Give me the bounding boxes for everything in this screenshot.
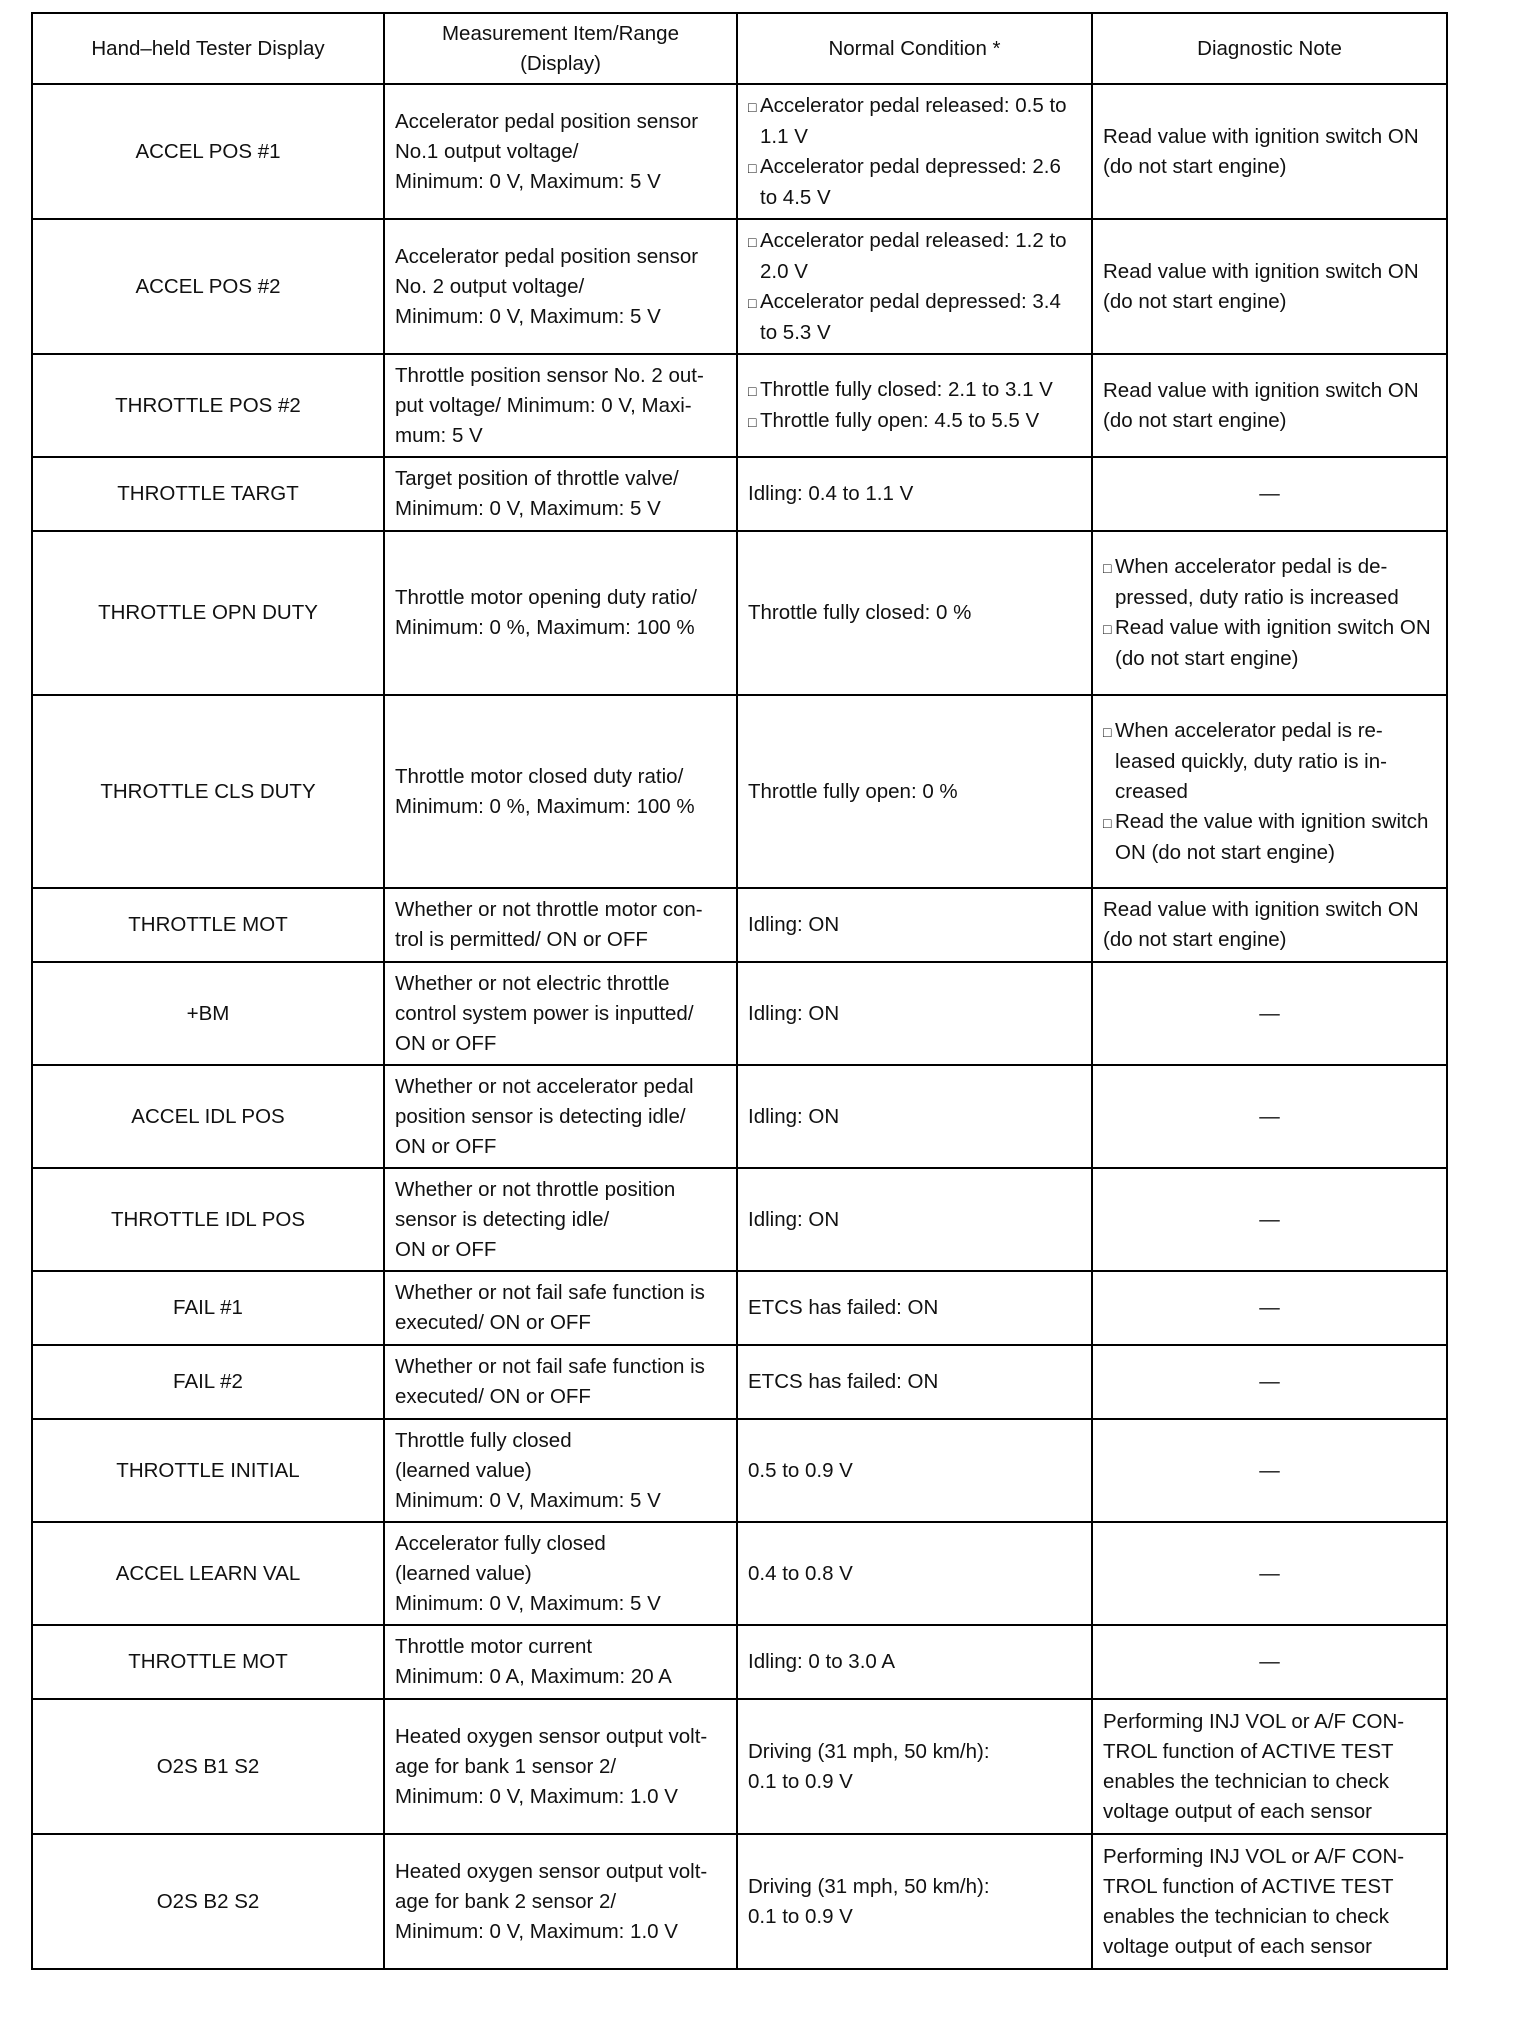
diagnostic-note-cell [1092,531,1447,695]
normal-condition-line: 0.4 to 0.8 V [748,1561,853,1585]
data-list-table [31,12,1448,1970]
header-item-line: (Display) [520,51,601,75]
measurement-item-cell [384,1168,737,1271]
normal-condition-line: □ Accelerator pedal depressed: 3.4 to 5.3 V [748,287,1081,348]
table-row [32,1065,1447,1168]
measurement-item-line: Accelerator pedal position sensor [395,109,699,133]
table-row [32,695,1447,888]
measurement-item-line: Whether or not throttle motor con- [395,898,703,921]
measurement-item-line: put voltage/ Minimum: 0 V, Maxi- [395,393,692,417]
normal-condition-line: □ Throttle fully open: 4.5 to 5.5 V [748,406,1081,437]
tester-display-cell: FAIL #2 [32,1345,384,1419]
diagnostic-note-line: (do not start engine) [1103,928,1287,951]
table-body [32,84,1447,1969]
measurement-item-line: Heated oxygen sensor output volt- [395,1724,708,1748]
diagnostic-note-cell [1092,1345,1447,1419]
table-row [32,219,1447,354]
diagnostic-note-line: □ Read the value with ignition switch ON (do not start engine) [1103,807,1436,868]
measurement-item-line: ON or OFF [395,1134,497,1158]
normal-condition-line: Driving (31 mph, 50 km/h): [748,1874,990,1898]
diagnostic-note-cell [1092,962,1447,1065]
measurement-item-line: Minimum: 0 V, Maximum: 5 V [395,169,661,193]
diagnostic-note-cell [1092,1834,1447,1969]
tester-display-cell: FAIL #1 [32,1271,384,1345]
table-header-row [32,13,1447,84]
normal-condition-line: Idling: ON [748,1001,840,1025]
empty-note-dash: — [1259,1458,1280,1482]
tester-display-cell: O2S B2 S2 [32,1834,384,1969]
measurement-item-cell [384,888,737,962]
diagnostic-note-line: □ When accelerator pedal is re-leased quickly, duty ratio is in-creased [1103,716,1436,807]
normal-condition-line: Idling: ON [748,1207,840,1231]
normal-condition-line: Idling: 0.4 to 1.1 V [748,482,914,505]
measurement-item-line: Whether or not throttle position [395,1177,676,1201]
measurement-item-line: Throttle fully closed [395,1428,572,1452]
normal-condition-cell [737,888,1092,962]
normal-condition-cell [737,1699,1092,1834]
normal-condition-line: Idling: ON [748,1104,840,1128]
tester-display-cell: THROTTLE TARGT [32,457,384,531]
measurement-item-line: Minimum: 0 V, Maximum: 1.0 V [395,1784,678,1808]
measurement-item-line: Target position of throttle valve/ [395,467,679,490]
tester-display-cell: THROTTLE IDL POS [32,1168,384,1271]
table-row [32,84,1447,219]
normal-condition-cell [737,219,1092,354]
normal-condition-line: Driving (31 mph, 50 km/h): [748,1739,990,1763]
diagnostic-note-cell [1092,457,1447,531]
measurement-item-line: Minimum: 0 V, Maximum: 1.0 V [395,1919,678,1943]
diagnostic-note-cell [1092,1522,1447,1625]
tester-display-cell: THROTTLE INITIAL [32,1419,384,1522]
diagnostic-note-line: Performing INJ VOL or A/F CON- [1103,1844,1405,1868]
normal-condition-line: 0.5 to 0.9 V [748,1458,853,1482]
empty-note-dash: — [1259,1650,1280,1673]
measurement-item-line: executed/ ON or OFF [395,1385,591,1408]
table-row [32,1168,1447,1271]
diagnostic-note-cell [1092,695,1447,888]
tester-display-cell: +BM [32,962,384,1065]
tester-display-cell: ACCEL IDL POS [32,1065,384,1168]
diagnostic-note-line: voltage output of each sensor [1103,1934,1372,1958]
diagnostic-note-line: Read value with ignition switch ON [1103,124,1419,148]
diagnostic-note-line: voltage output of each sensor [1103,1799,1372,1823]
normal-condition-line: □ Accelerator pedal released: 0.5 to 1.1 V [748,91,1081,152]
measurement-item-line: mum: 5 V [395,423,483,447]
normal-condition-line: Idling: ON [748,913,840,936]
diagnostic-note-line: □ When accelerator pedal is de-pressed, duty ratio is increased [1103,552,1436,613]
normal-condition-line: □ Accelerator pedal depressed: 2.6 to 4.5 V [748,152,1081,213]
diagnostic-note-line: Read value with ignition switch ON [1103,378,1419,402]
diagnostic-note-cell [1092,1168,1447,1271]
diagnostic-note-line: TROL function of ACTIVE TEST [1103,1739,1394,1763]
diagnostic-note-line: TROL function of ACTIVE TEST [1103,1874,1394,1898]
measurement-item-line: control system power is inputted/ [395,1001,694,1025]
normal-condition-line: 0.1 to 0.9 V [748,1904,853,1928]
table-row [32,457,1447,531]
measurement-item-cell [384,84,737,219]
measurement-item-line: Throttle position sensor No. 2 out- [395,363,704,387]
empty-note-dash: — [1259,1207,1280,1231]
empty-note-dash: — [1259,1001,1280,1025]
measurement-item-cell [384,1271,737,1345]
measurement-item-line: No.1 output voltage/ [395,139,579,163]
measurement-item-line: ON or OFF [395,1031,497,1055]
normal-condition-cell [737,1345,1092,1419]
empty-note-dash: — [1259,1370,1280,1393]
normal-condition-cell [737,457,1092,531]
diagnostic-note-line: □ Read value with ignition switch ON (do not start engine) [1103,613,1436,674]
tester-display-cell: THROTTLE OPN DUTY [32,531,384,695]
empty-note-dash: — [1259,1561,1280,1585]
diagnostic-note-line: Read value with ignition switch ON [1103,259,1419,283]
measurement-item-cell [384,1345,737,1419]
table-row [32,1271,1447,1345]
normal-condition-line: 0.1 to 0.9 V [748,1769,853,1793]
tester-display-cell: ACCEL LEARN VAL [32,1522,384,1625]
measurement-item-line: age for bank 2 sensor 2/ [395,1889,617,1913]
measurement-item-line: Heated oxygen sensor output volt- [395,1859,708,1883]
measurement-item-line: Whether or not electric throttle [395,971,670,995]
table-row [32,1419,1447,1522]
tester-display-cell: THROTTLE POS #2 [32,354,384,457]
normal-condition-line: ETCS has failed: ON [748,1296,939,1319]
measurement-item-line: executed/ ON or OFF [395,1311,591,1334]
header-normal-condition: Normal Condition * [737,13,1092,84]
tester-display-cell: ACCEL POS #2 [32,219,384,354]
measurement-item-line: Minimum: 0 V, Maximum: 5 V [395,1591,661,1615]
measurement-item-line: Minimum: 0 V, Maximum: 5 V [395,304,661,328]
measurement-item-cell [384,354,737,457]
normal-condition-line: Throttle fully open: 0 % [748,779,958,803]
header-tester-display: Hand–held Tester Display [32,13,384,84]
table-row [32,354,1447,457]
measurement-item-cell [384,531,737,695]
measurement-item-line: Minimum: 0 A, Maximum: 20 A [395,1665,672,1688]
empty-note-dash: — [1259,1104,1280,1128]
measurement-item-cell [384,1419,737,1522]
table-row [32,1345,1447,1419]
tester-display-cell: THROTTLE CLS DUTY [32,695,384,888]
empty-note-dash: — [1259,1296,1280,1319]
normal-condition-line: ETCS has failed: ON [748,1370,939,1393]
table-row [32,962,1447,1065]
table-row [32,1834,1447,1969]
measurement-item-line: Throttle motor closed duty ratio/ [395,764,684,788]
tester-display-cell: O2S B1 S2 [32,1699,384,1834]
tester-display-cell: THROTTLE MOT [32,888,384,962]
diagnostic-note-line: Read value with ignition switch ON [1103,898,1419,921]
normal-condition-cell [737,1419,1092,1522]
measurement-item-line: Minimum: 0 V, Maximum: 5 V [395,497,661,520]
table-row [32,531,1447,695]
diagnostic-note-cell [1092,888,1447,962]
normal-condition-cell [737,354,1092,457]
table-row [32,1625,1447,1699]
measurement-item-line: Accelerator fully closed [395,1531,606,1555]
diagnostic-note-line: enables the technician to check [1103,1769,1390,1793]
diagnostic-note-line: (do not start engine) [1103,408,1287,432]
diagnostic-note-cell [1092,1271,1447,1345]
table-row [32,1522,1447,1625]
normal-condition-cell [737,84,1092,219]
measurement-item-cell [384,1625,737,1699]
measurement-item-line: Minimum: 0 %, Maximum: 100 % [395,794,695,818]
measurement-item-cell [384,962,737,1065]
header-item-line: Measurement Item/Range [441,21,679,45]
normal-condition-cell [737,695,1092,888]
measurement-item-line: Throttle motor opening duty ratio/ [395,586,697,609]
normal-condition-cell [737,1522,1092,1625]
empty-note-dash: — [1259,482,1280,505]
measurement-item-cell [384,1834,737,1969]
measurement-item-line: Whether or not accelerator pedal [395,1074,694,1098]
diagnostic-note-cell [1092,1065,1447,1168]
measurement-item-line: sensor is detecting idle/ [395,1207,610,1231]
tester-display-cell: THROTTLE MOT [32,1625,384,1699]
measurement-item-line: Throttle motor current [395,1635,593,1658]
diagnostic-note-cell [1092,1699,1447,1834]
table-row [32,888,1447,962]
measurement-item-cell [384,219,737,354]
measurement-item-line: No. 2 output voltage/ [395,274,585,298]
measurement-item-line: Minimum: 0 %, Maximum: 100 % [395,616,695,639]
measurement-item-line: Whether or not fail safe function is [395,1355,705,1378]
normal-condition-cell [737,1271,1092,1345]
table-row [32,1699,1447,1834]
normal-condition-cell [737,1168,1092,1271]
normal-condition-line: □ Throttle fully closed: 2.1 to 3.1 V [748,375,1081,406]
diagnostic-note-cell [1092,219,1447,354]
diagnostic-note-line: enables the technician to check [1103,1904,1390,1928]
diagnostic-note-line: (do not start engine) [1103,289,1287,313]
diagnostic-note-cell [1092,84,1447,219]
measurement-item-line: position sensor is detecting idle/ [395,1104,686,1128]
diagnostic-note-cell [1092,354,1447,457]
normal-condition-line: Idling: 0 to 3.0 A [748,1650,896,1673]
diagnostic-note-cell [1092,1419,1447,1522]
measurement-item-cell [384,1522,737,1625]
measurement-item-line: trol is permitted/ ON or OFF [395,928,648,951]
normal-condition-cell [737,531,1092,695]
header-measurement-item [384,13,737,84]
diagnostic-note-line: (do not start engine) [1103,154,1287,178]
measurement-item-cell [384,457,737,531]
header-diagnostic-note: Diagnostic Note [1092,13,1447,84]
measurement-item-cell [384,695,737,888]
measurement-item-line: Whether or not fail safe function is [395,1281,705,1304]
measurement-item-line: Minimum: 0 V, Maximum: 5 V [395,1488,661,1512]
measurement-item-line: ON or OFF [395,1237,497,1261]
normal-condition-cell [737,1065,1092,1168]
measurement-item-cell [384,1065,737,1168]
normal-condition-line: □ Accelerator pedal released: 1.2 to 2.0 V [748,226,1081,287]
measurement-item-line: Accelerator pedal position sensor [395,244,699,268]
measurement-item-line: (learned value) [395,1561,532,1585]
diagnostic-note-cell [1092,1625,1447,1699]
normal-condition-cell [737,1625,1092,1699]
diagnostic-note-line: Performing INJ VOL or A/F CON- [1103,1709,1405,1733]
measurement-item-cell [384,1699,737,1834]
normal-condition-cell [737,1834,1092,1969]
measurement-item-line: (learned value) [395,1458,532,1482]
normal-condition-line: Throttle fully closed: 0 % [748,601,972,624]
measurement-item-line: age for bank 1 sensor 2/ [395,1754,617,1778]
tester-display-cell: ACCEL POS #1 [32,84,384,219]
normal-condition-cell [737,962,1092,1065]
